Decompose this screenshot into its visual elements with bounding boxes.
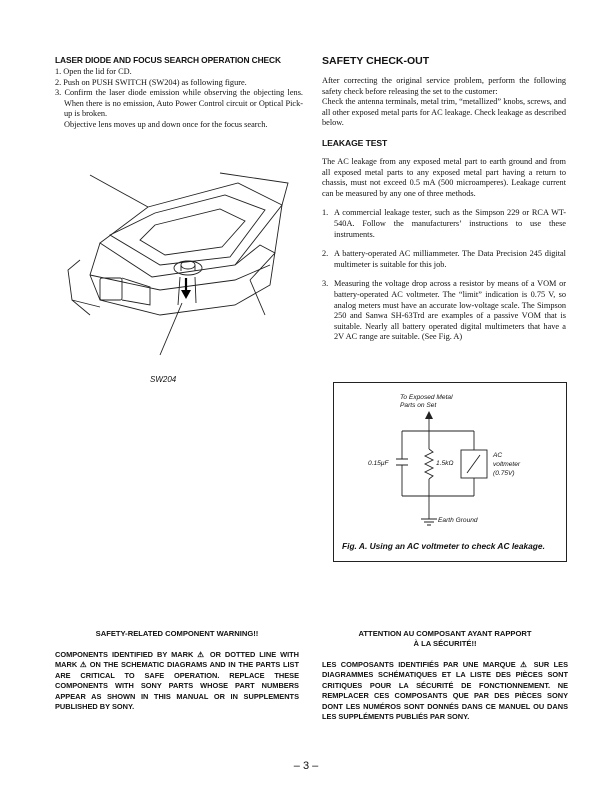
step-item: 3. Confirm the laser diode emission while observing the objecting lens. When there is no emission, Auto Power Control circuit or Optical Pick-up is broken. — [55, 88, 303, 119]
laser-check-heading: LASER DIODE AND FOCUS SEARCH OPERATION CHECK — [55, 55, 281, 65]
safety-intro-2: Check the antenna terminals, metal trim, “metallized” knobs, screws, and all other exposed metal parts for AC leakage. Check leakage as described below. — [322, 97, 566, 128]
safety-checkout-heading: SAFETY CHECK-OUT — [322, 55, 430, 67]
figure-label-top-1: To Exposed Metal — [400, 394, 453, 401]
method-text: A commercial leakage tester, such as the Simpson 229 or RCA WT-540A. Follow the manufacturers’ instructions to use these instruments. — [334, 208, 566, 239]
sw204-label: SW204 — [150, 375, 177, 384]
capacitor-label: 0.15μF — [368, 460, 389, 467]
method-item — [322, 249, 566, 270]
laser-check-steps — [55, 67, 303, 131]
safety-warning-english — [55, 629, 299, 712]
voltmeter-label-1: AC — [493, 452, 503, 459]
leakage-method-list — [322, 208, 566, 343]
step-item: 1. Open the lid for CD. — [55, 67, 132, 76]
warning-en-body: COMPONENTS IDENTIFIED BY MARK ⚠ OR DOTTED LINE WITH MARK ⚠ ON THE SCHEMATIC DIAGRAMS AND IN THE PARTS LIST ARE CRITICAL TO SAFE OPERATION. REPLACE THESE COMPONENTS WITH SONY PARTS WHOSE PART NUMBERS APPEAR AS SHOWN IN THIS MANUAL OR IN SUPPLEMENTS PUBLISHED BY SONY. — [55, 650, 299, 712]
figure-a-box — [333, 382, 567, 562]
ground-label: Earth Ground — [438, 517, 478, 524]
step-note: Objective lens moves up and down once for the focus search. — [64, 119, 268, 129]
voltmeter-needle — [467, 455, 480, 473]
method-item — [322, 208, 566, 240]
right-column — [322, 55, 566, 343]
method-item — [322, 279, 566, 343]
leakage-paragraph: The AC leakage from any exposed metal part to earth ground and from all exposed metal parts to any exposed metal part having a return to chassis, must not exceed 0.5 mA (500 microamperes). Leakage current can be measured by any one of three methods. — [322, 156, 566, 198]
left-column — [55, 55, 303, 131]
resistor-label: 1.5kΩ — [436, 460, 454, 467]
voltmeter-label-2: voltmeter — [493, 461, 521, 468]
method-number: 3. — [322, 279, 329, 289]
resistor-zigzag — [425, 449, 433, 479]
leakage-test-heading: LEAKAGE TEST — [322, 137, 388, 148]
method-number: 1. — [322, 208, 329, 218]
figure-label-top-2: Parts on Set — [400, 402, 437, 409]
cd-mechanism-illustration — [60, 165, 305, 390]
method-text: Measuring the voltage drop across a resistor by means of a VOM or battery-operated AC voltmeter. The “limit” indication is 0.75 V, so analog meters must have an accurate low-voltage scale. The Simpson 250 and Sanwa SH-63Trd are examples of a passive VOM that is suitable. Nearly all battery operated digital multimeters that have a 2V AC range are suitable. (See Fig. A) — [334, 279, 566, 342]
step-item: 2. Push on PUSH SWITCH (SW204) as following figure. — [55, 77, 247, 87]
page-number: – 3 – — [293, 760, 319, 772]
ground-symbol — [421, 519, 437, 525]
warning-en-title: SAFETY-RELATED COMPONENT WARNING!! — [95, 629, 259, 638]
safety-intro: After correcting the original service problem, perform the following safety check before releasing the set to the customer: — [322, 76, 566, 96]
warning-fr-title-2: À LA SÉCURITÉ!! — [413, 639, 477, 648]
warning-fr-title-1: ATTENTION AU COMPOSANT AYANT RAPPORT — [358, 629, 532, 638]
warning-fr-body: LES COMPOSANTS IDENTIFIÉS PAR UNE MARQUE ⚠ SUR LES DIAGRAMMES SCHÉMATIQUES ET LA LISTE DES PIÈCES SONT CRITIQUES POUR LA SÉCURITÉ DE FONCTIONNEMENT. NE REMPLACER CES COMPOSANTS QUE PAR DES PIÈCES SONY DONT LES NUMÉROS SONT DONNÉS DANS CE MANUEL OU DANS LES SUPPLÉMENTS PUBLIÉS PAR SONY. — [322, 660, 568, 722]
voltmeter-label-3: (0.75V) — [493, 470, 515, 477]
figure-a-caption: Fig. A. Using an AC voltmeter to check AC leakage. — [342, 541, 545, 551]
method-text: A battery-operated AC milliammeter. The Data Precision 245 digital multimeter is suitable for this job. — [334, 249, 566, 269]
capacitor-plates — [396, 459, 408, 465]
probe-arrow — [425, 411, 433, 419]
method-number: 2. — [322, 249, 329, 259]
safety-warning-french — [322, 629, 568, 722]
